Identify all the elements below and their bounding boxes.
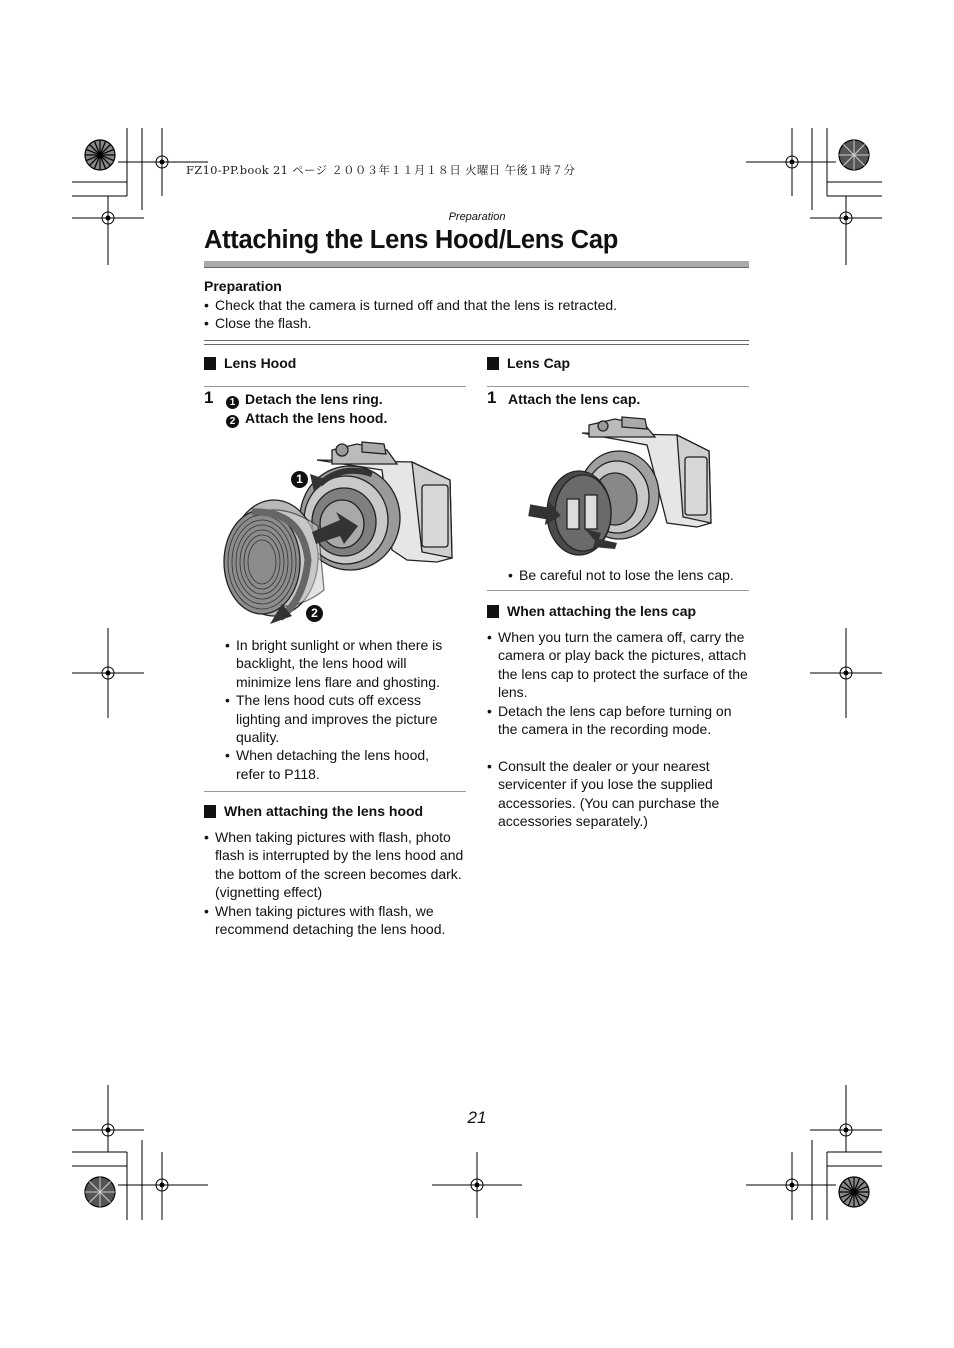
lens-cap-heading <box>487 355 570 371</box>
list-item: • The lens hood cuts off excess lighting and improves the picture quality. <box>225 691 460 746</box>
list-item: • Consult the dealer or your nearest servicenter if you lose the supplied accessories. (You can purchase the accessories separately.) <box>487 757 749 831</box>
square-bullet-icon <box>204 357 216 370</box>
print-header: FZ10-PP.book 21 ページ ２００３年１１月１８日 火曜日 午後１時７分 <box>186 163 576 177</box>
lens-cap-note <box>508 566 750 584</box>
lens-cap-rule <box>487 386 749 387</box>
lens-hood-notes <box>225 636 460 783</box>
lens-hood-step-number: 1 <box>204 388 214 407</box>
lens-cap-note-rule <box>487 590 749 591</box>
page-title: Attaching the Lens Hood/Lens Cap <box>204 226 619 254</box>
list-item: • When you turn the camera off, carry the camera or play back the pictures, attach the lens cap to protect the surface of the lens. <box>487 628 749 702</box>
when-attaching-hood-heading <box>204 803 423 819</box>
when-attaching-hood-label: When attaching the lens hood <box>224 803 424 819</box>
page-number: 21 <box>467 1108 487 1127</box>
lens-hood-rule <box>204 386 466 387</box>
list-item: • Detach the lens cap before turning on the camera in the recording mode. <box>487 702 749 739</box>
preparation-list <box>204 296 749 333</box>
list-item: • When taking pictures with flash, we recommend detaching the lens hood. <box>204 902 466 939</box>
lens-cap-illustration <box>527 415 715 563</box>
square-bullet-icon <box>487 605 499 618</box>
preparation-item: • Check that the camera is turned off and that the lens is retracted. <box>204 296 749 314</box>
section-label: Preparation <box>448 211 506 223</box>
step-marker-2: 2 <box>226 415 239 428</box>
hood-notes-rule <box>204 791 466 792</box>
lens-cap-step-number: 1 <box>487 388 497 407</box>
square-bullet-icon <box>487 357 499 370</box>
section-divider <box>204 340 749 345</box>
step-marker-1: 1 <box>226 396 239 409</box>
when-attaching-cap-list <box>487 628 749 830</box>
preparation-heading: Preparation <box>204 278 282 294</box>
list-item: • In bright sunlight or when there is backlight, the lens hood will minimize lens flare and ghosting. <box>225 636 460 691</box>
list-item: • When taking pictures with flash, photo flash is interrupted by the lens hood and the bottom of the screen becomes dark. (vignetting effect) <box>204 828 466 902</box>
lens-cap-heading-label: Lens Cap <box>507 355 571 371</box>
figure-callout-1: 1 <box>291 471 308 488</box>
lens-hood-step <box>226 390 387 428</box>
preparation-item: • Close the flash. <box>204 314 749 332</box>
title-rule <box>204 261 749 268</box>
lens-hood-step-line-2: Attach the lens hood. <box>245 410 388 426</box>
when-attaching-cap-label: When attaching the lens cap <box>507 603 697 619</box>
when-attaching-cap-heading <box>487 603 696 619</box>
square-bullet-icon <box>204 805 216 818</box>
lens-hood-step-line-1: Detach the lens ring. <box>245 391 383 407</box>
list-item: • When detaching the lens hood, refer to P118. <box>225 746 460 783</box>
lens-cap-step: Attach the lens cap. <box>508 391 641 407</box>
lens-hood-heading-label: Lens Hood <box>224 355 297 371</box>
list-item: • Be careful not to lose the lens cap. <box>508 566 750 584</box>
figure-callout-2: 2 <box>306 605 323 622</box>
lens-hood-illustration <box>212 440 467 630</box>
lens-hood-heading <box>204 355 296 371</box>
when-attaching-hood-list <box>204 828 466 938</box>
